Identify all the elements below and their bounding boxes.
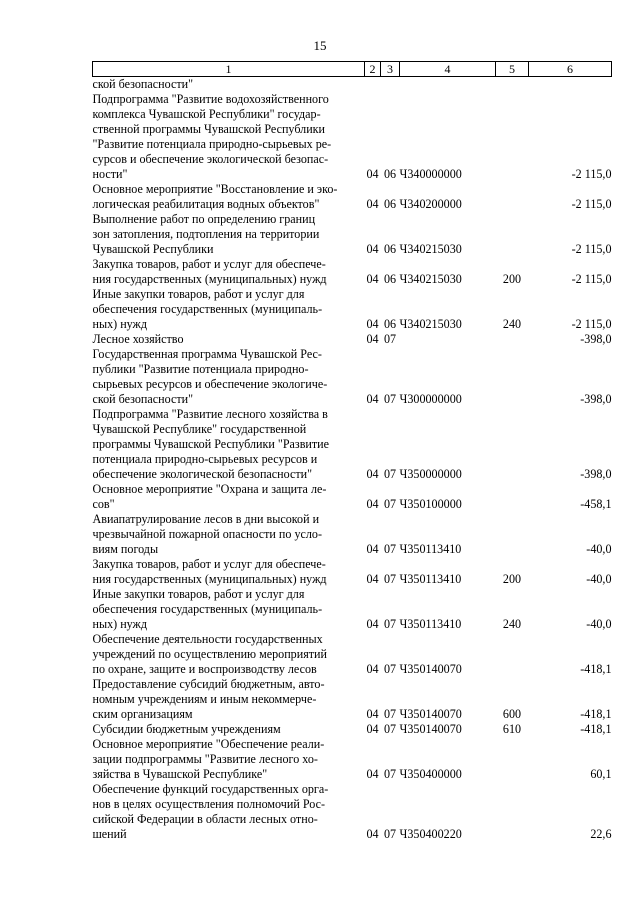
description-line: шений xyxy=(92,827,127,841)
subsection-code: 07 xyxy=(383,722,397,736)
description-line: ской безопасности" xyxy=(92,392,194,406)
section-code: 04 xyxy=(366,722,379,736)
budget-table xyxy=(92,61,612,842)
table-row xyxy=(93,782,612,842)
target-article-code: Ч350100000 xyxy=(399,497,462,511)
row-description xyxy=(93,557,365,587)
amount: -2 115,0 xyxy=(571,272,612,286)
description-line: сов" xyxy=(92,497,115,511)
table-row xyxy=(93,632,612,677)
target-article-code: Ч340215030 xyxy=(399,272,462,286)
target-article-code: Ч350400000 xyxy=(399,767,462,781)
table-row xyxy=(93,722,612,737)
expense-type-code xyxy=(496,632,529,677)
description-line: обеспечения государственных (муниципаль- xyxy=(92,302,323,316)
row-description xyxy=(93,737,365,782)
description-line: ния государственных (муниципальных) нужд xyxy=(92,572,327,586)
description-line: публики "Развитие потенциала природно- xyxy=(92,362,309,376)
description-line: ния государственных (муниципальных) нужд xyxy=(92,272,327,286)
expense-type-code xyxy=(496,332,529,347)
description-line: чрезвычайной пожарной опасности по усло- xyxy=(92,527,322,541)
amount: -2 115,0 xyxy=(571,197,612,211)
description-line: Государственная программа Чувашской Рес- xyxy=(92,347,322,361)
amount: 22,6 xyxy=(590,827,612,841)
section-code: 04 xyxy=(366,317,379,331)
description-line: Основное мероприятие "Обеспечение реали- xyxy=(92,737,325,751)
section-code: 04 xyxy=(366,827,379,841)
row-description xyxy=(93,257,365,287)
table-row xyxy=(93,512,612,557)
row-description xyxy=(93,92,365,182)
subsection-code: 07 xyxy=(383,497,397,511)
table-body xyxy=(93,77,612,843)
description-line: ных) нужд xyxy=(92,617,148,631)
subsection-code: 07 xyxy=(383,542,397,556)
description-line: номным учреждениям и иным некоммерче- xyxy=(92,692,317,706)
description-line: Иные закупки товаров, работ и услуг для xyxy=(92,287,305,301)
table-row xyxy=(93,737,612,782)
row-description xyxy=(93,722,365,737)
subsection-code: 06 xyxy=(383,242,397,256)
target-article-code xyxy=(400,77,496,93)
subsection-code: 06 xyxy=(383,317,397,331)
section-code: 04 xyxy=(366,242,379,256)
description-line: сырьевых ресурсов и обеспечение экологиче- xyxy=(92,377,328,391)
amount: -458,1 xyxy=(580,497,612,511)
description-line: Чувашской Республике" государственной xyxy=(92,422,307,436)
description-line: ским организациям xyxy=(92,707,193,721)
description-line: Субсидии бюджетным учреждениям xyxy=(92,722,281,736)
target-article-code: Ч350113410 xyxy=(399,572,462,586)
section-code: 04 xyxy=(366,497,379,511)
target-article-code xyxy=(400,332,496,347)
table-row xyxy=(93,677,612,722)
row-description xyxy=(93,407,365,482)
target-article-code: Ч350400220 xyxy=(399,827,462,841)
subsection-code: 07 xyxy=(383,662,397,676)
description-line: логическая реабилитация водных объектов" xyxy=(92,197,320,211)
description-line: Авиапатрулирование лесов в дни высокой и xyxy=(92,512,320,526)
amount: -398,0 xyxy=(580,467,612,481)
section-code: 04 xyxy=(366,542,379,556)
row-description xyxy=(93,182,365,212)
description-line: Иные закупки товаров, работ и услуг для xyxy=(92,587,305,601)
description-line: ных) нужд xyxy=(92,317,148,331)
subsection-code: 06 xyxy=(383,272,397,286)
column-header: 6 xyxy=(529,62,612,77)
description-line: комплекса Чувашской Республики" государ- xyxy=(92,107,321,121)
expense-type-code: 610 xyxy=(502,722,522,736)
column-header: 5 xyxy=(496,62,529,77)
target-article-code: Ч340200000 xyxy=(399,197,462,211)
subsection-code: 07 xyxy=(383,827,397,841)
expense-type-code xyxy=(496,737,529,782)
description-line: обеспечение экологической безопасности" xyxy=(92,467,313,481)
amount: -398,0 xyxy=(580,392,612,406)
row-description xyxy=(93,482,365,512)
description-line: Подпрограмма "Развитие лесного хозяйства в xyxy=(92,407,328,421)
table-row xyxy=(93,482,612,512)
row-description xyxy=(93,587,365,632)
description-line: зации подпрограммы "Развитие лесного хо- xyxy=(92,752,318,766)
section-code: 04 xyxy=(366,467,379,481)
section-code: 04 xyxy=(366,332,379,346)
row-description xyxy=(93,677,365,722)
subsection-code: 06 xyxy=(383,197,397,211)
expense-type-code: 600 xyxy=(502,707,522,721)
amount: 60,1 xyxy=(590,767,612,781)
description-line: сийской Федерации в области лесных отно- xyxy=(92,812,318,826)
subsection-code: 07 xyxy=(383,767,397,781)
column-header: 4 xyxy=(400,62,496,77)
expense-type-code xyxy=(496,347,529,407)
section-code: 04 xyxy=(366,662,379,676)
target-article-code: Ч350113410 xyxy=(399,542,462,556)
description-line: Выполнение работ по определению границ xyxy=(92,212,316,226)
target-article-code: Ч340000000 xyxy=(399,167,462,181)
subsection-code: 07 xyxy=(383,467,397,481)
amount: -2 115,0 xyxy=(571,317,612,331)
amount: -418,1 xyxy=(580,722,612,736)
description-line: Основное мероприятие "Охрана и защита ле- xyxy=(92,482,327,496)
expense-type-code xyxy=(496,92,529,182)
amount: -398,0 xyxy=(580,332,612,346)
description-line: зон затопления, подтопления на территории xyxy=(92,227,320,241)
target-article-code: Ч340215030 xyxy=(399,317,462,331)
amount: -2 115,0 xyxy=(571,242,612,256)
expense-type-code: 240 xyxy=(502,617,522,631)
subsection-code: 07 xyxy=(383,572,397,586)
description-line: Основное мероприятие "Восстановление и эко- xyxy=(92,182,338,196)
description-line: Лесное хозяйство xyxy=(92,332,184,346)
expense-type-code xyxy=(496,482,529,512)
target-article-code: Ч350140070 xyxy=(399,722,462,736)
amount: -40,0 xyxy=(586,572,612,586)
row-description xyxy=(93,632,365,677)
description-line: зяйства в Чувашской Республике" xyxy=(92,767,268,781)
amount: -2 115,0 xyxy=(571,167,612,181)
amount: -40,0 xyxy=(586,617,612,631)
row-description xyxy=(93,782,365,842)
description-line: Предоставление субсидий бюджетным, авто- xyxy=(92,677,325,691)
expense-type-code: 200 xyxy=(502,272,522,286)
table-row xyxy=(93,77,612,93)
description-line: ственной программы Чувашской Республики xyxy=(92,122,326,136)
subsection-code xyxy=(381,77,400,93)
target-article-code: Ч350140070 xyxy=(399,707,462,721)
description-line: виям погоды xyxy=(92,542,159,556)
subsection-code: 07 xyxy=(383,617,397,631)
subsection-code: 07 xyxy=(383,332,397,346)
description-line: Закупка товаров, работ и услуг для обеспече- xyxy=(92,557,326,571)
description-line: нов в целях осуществления полномочий Рос- xyxy=(92,797,326,811)
row-description xyxy=(93,332,365,347)
table-row xyxy=(93,212,612,257)
table-row xyxy=(93,257,612,287)
section-code: 04 xyxy=(366,167,379,181)
target-article-code: Ч350000000 xyxy=(399,467,462,481)
row-description xyxy=(93,512,365,557)
description-line: по охране, защите и воспроизводству лесов xyxy=(92,662,317,676)
description-line: Обеспечение деятельности государственных xyxy=(92,632,323,646)
expense-type-code: 200 xyxy=(502,572,522,586)
page-number: 15 xyxy=(313,38,327,53)
description-line: сурсов и обеспечение экологической безопас- xyxy=(92,152,329,166)
target-article-code: Ч350113410 xyxy=(399,617,462,631)
expense-type-code: 240 xyxy=(502,317,522,331)
section-code: 04 xyxy=(366,572,379,586)
description-line: Обеспечение функций государственных орга- xyxy=(92,782,329,796)
section-code: 04 xyxy=(366,707,379,721)
table-row xyxy=(93,557,612,587)
row-description xyxy=(93,77,365,93)
row-description xyxy=(93,347,365,407)
target-article-code: Ч300000000 xyxy=(399,392,462,406)
section-code: 04 xyxy=(366,767,379,781)
subsection-code: 06 xyxy=(383,167,397,181)
amount: -418,1 xyxy=(580,707,612,721)
section-code: 04 xyxy=(366,392,379,406)
amount: -40,0 xyxy=(586,542,612,556)
amount: -418,1 xyxy=(580,662,612,676)
table-row xyxy=(93,92,612,182)
description-line: ности" xyxy=(92,167,128,181)
column-header: 3 xyxy=(381,62,400,77)
table-header xyxy=(93,62,612,77)
description-line: Закупка товаров, работ и услуг для обеспече- xyxy=(92,257,326,271)
description-line: Чувашской Республики xyxy=(92,242,214,256)
expense-type-code xyxy=(496,77,529,93)
column-header: 1 xyxy=(93,62,365,77)
subsection-code: 07 xyxy=(383,707,397,721)
amount xyxy=(529,77,612,93)
expense-type-code xyxy=(496,407,529,482)
description-line: Подпрограмма "Развитие водохозяйственного xyxy=(92,92,329,106)
description-line: учреждений по осуществлению мероприятий xyxy=(92,647,327,661)
table-row xyxy=(93,587,612,632)
table-row xyxy=(93,347,612,407)
table-row xyxy=(93,332,612,347)
row-description xyxy=(93,287,365,332)
target-article-code: Ч350140070 xyxy=(399,662,462,676)
description-line: ской безопасности" xyxy=(92,77,194,91)
column-header: 2 xyxy=(365,62,381,77)
expense-type-code xyxy=(496,782,529,842)
section-code: 04 xyxy=(366,617,379,631)
description-line: "Развитие потенциала природно-сырьевых ре- xyxy=(92,137,332,151)
table-row xyxy=(93,182,612,212)
table-row xyxy=(93,407,612,482)
section-code: 04 xyxy=(366,272,379,286)
row-description xyxy=(93,212,365,257)
subsection-code: 07 xyxy=(383,392,397,406)
expense-type-code xyxy=(496,212,529,257)
description-line: потенциала природно-сырьевых ресурсов и xyxy=(92,452,318,466)
expense-type-code xyxy=(496,512,529,557)
expense-type-code xyxy=(496,182,529,212)
table-row xyxy=(93,287,612,332)
target-article-code: Ч340215030 xyxy=(399,242,462,256)
description-line: обеспечения государственных (муниципаль- xyxy=(92,602,323,616)
section-code xyxy=(365,77,381,93)
section-code: 04 xyxy=(366,197,379,211)
description-line: программы Чувашской Республики "Развитие xyxy=(92,437,330,451)
